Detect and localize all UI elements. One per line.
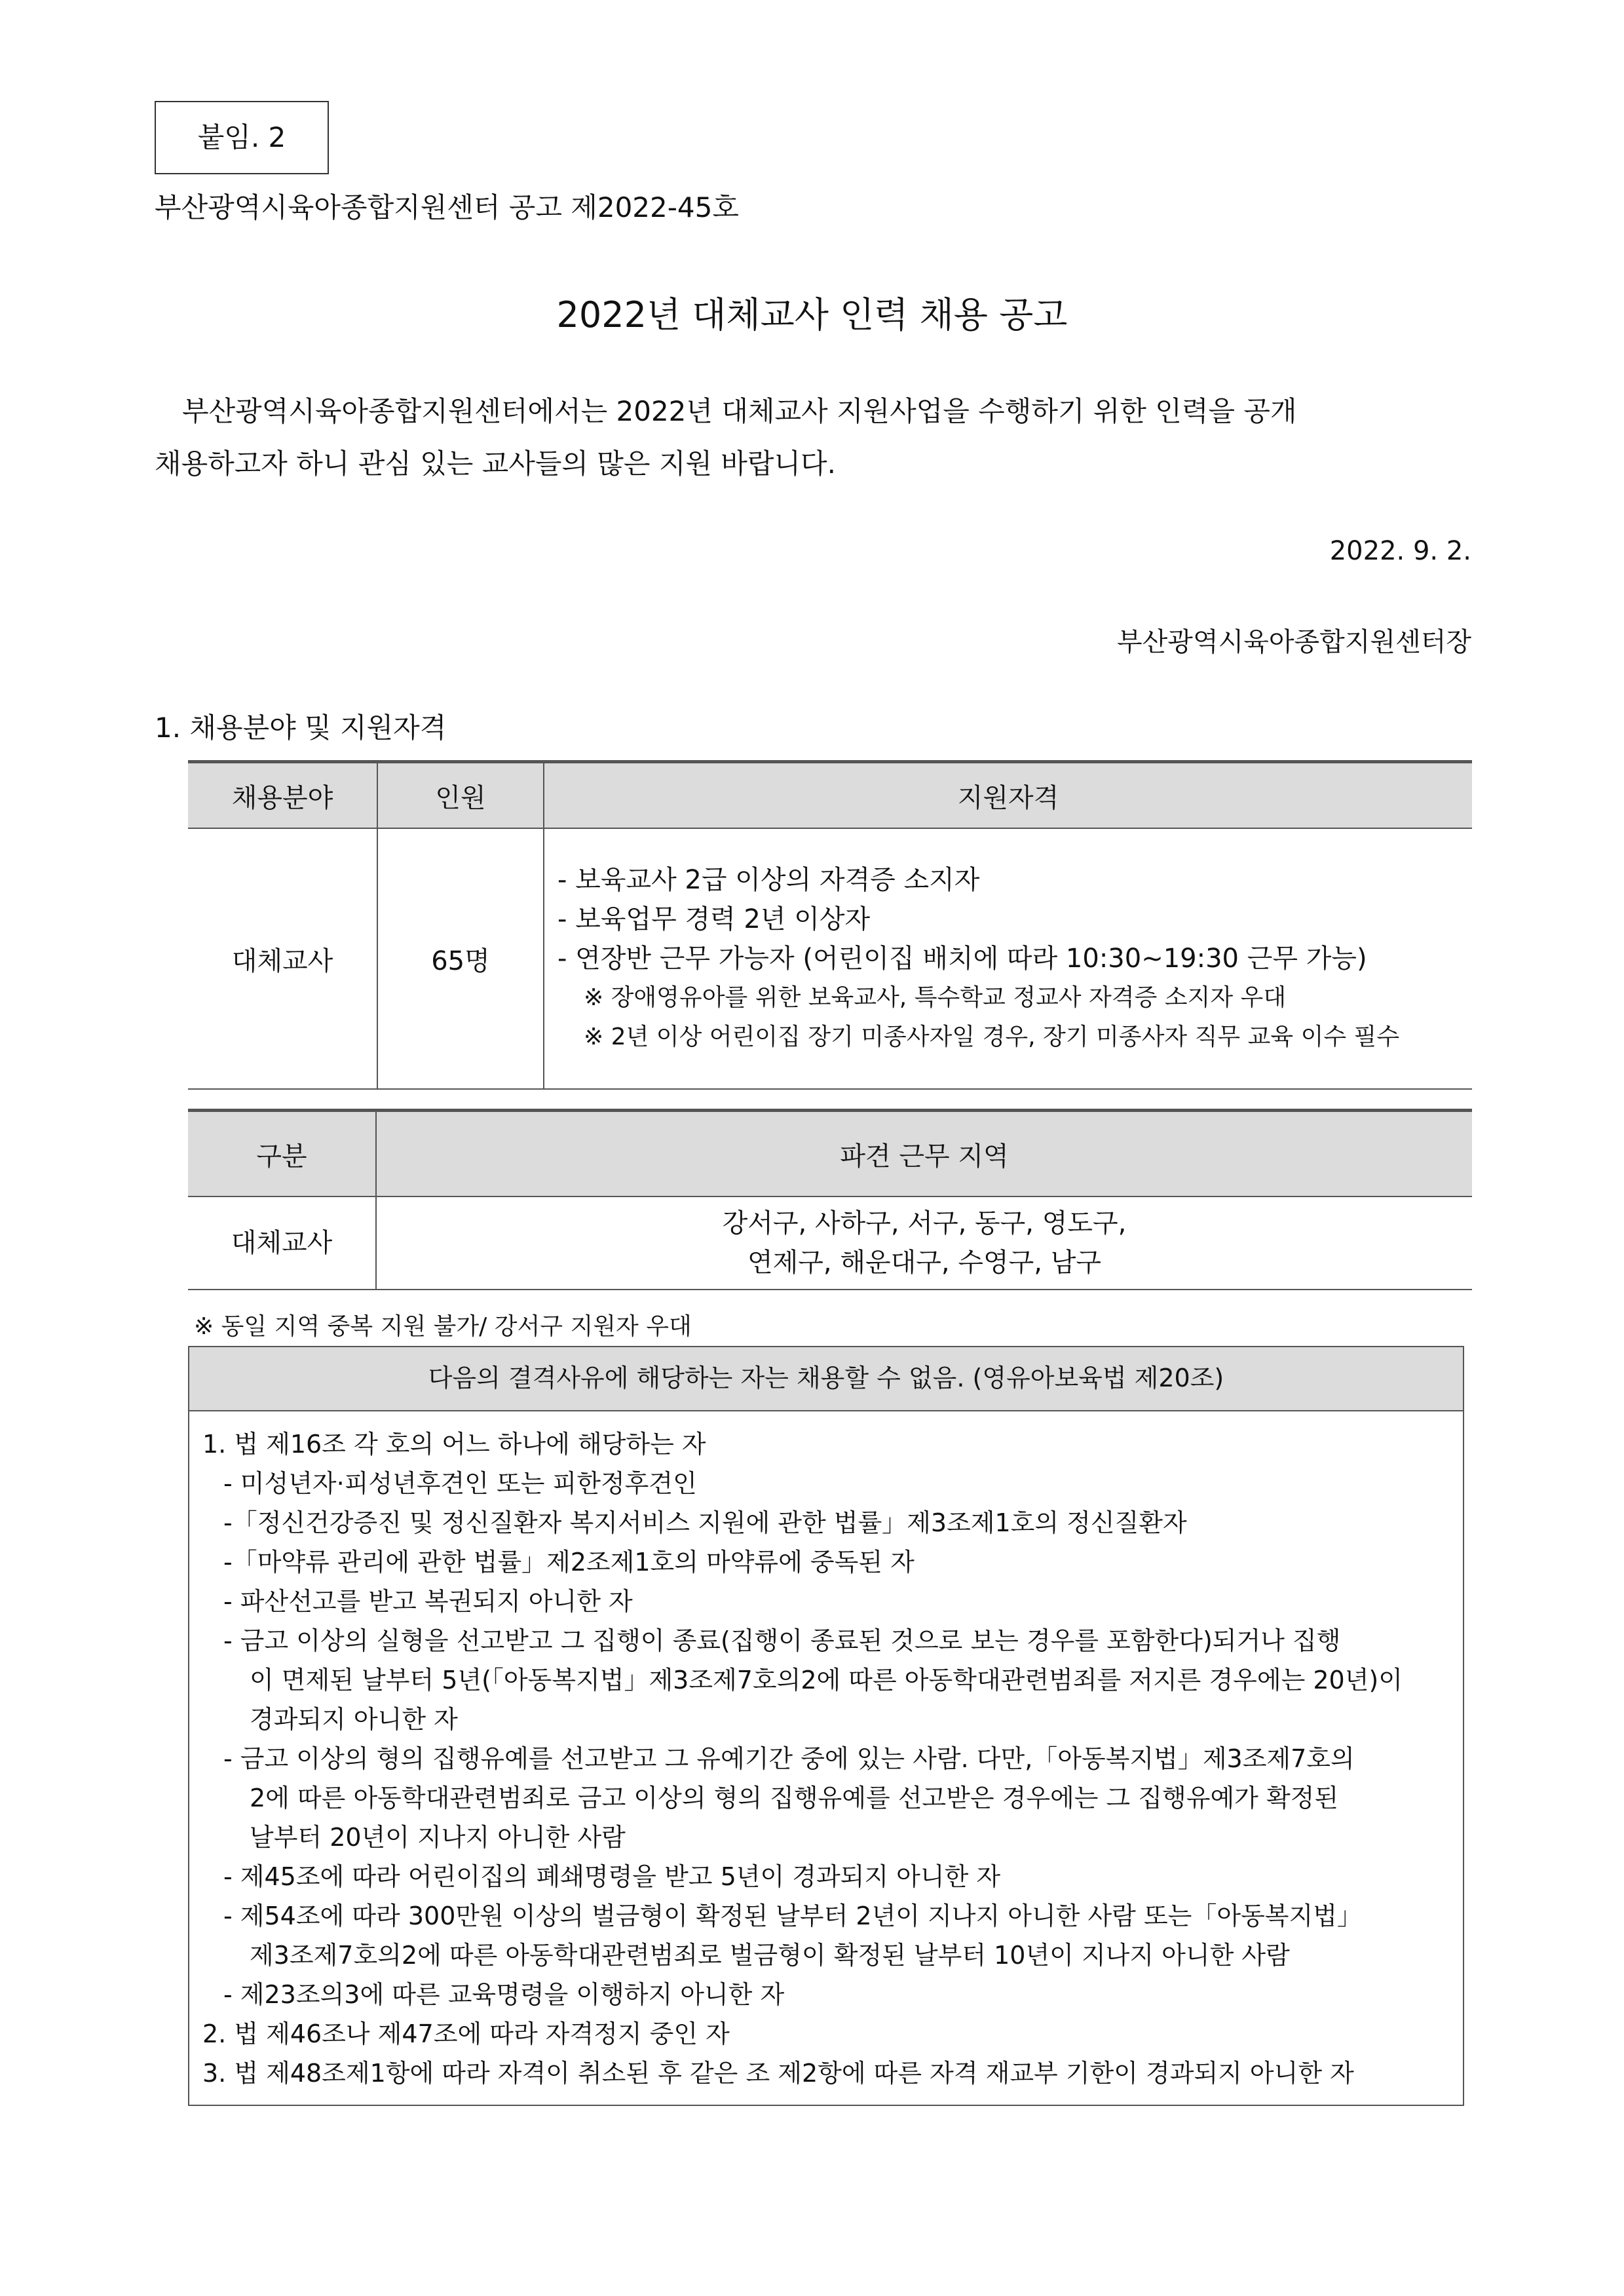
- disqualification-line: 1. 법 제16조 각 호의 어느 하나에 해당하는 자: [202, 1430, 706, 1459]
- disqualification-line: - 금고 이상의 형의 집행유예를 선고받고 그 유예기간 중에 있는 사람. 다만,「아동복지법」제3조제7호의: [223, 1744, 1355, 1773]
- disqualification-line: 날부터 20년이 지나지 아니한 사람: [250, 1823, 626, 1852]
- disqualification-line: - 제54조에 따라 300만원 이상의 벌금형이 확정된 날부터 2년이 지나지 아니한 사람 또는「아동복지법」: [223, 1902, 1362, 1930]
- column-header: 구분: [188, 1111, 376, 1197]
- disqualification-line: 2에 따른 아동학대관련범죄로 금고 이상의 형의 집행유예를 선고받은 경우에는 그 집행유예가 확정된: [250, 1784, 1339, 1812]
- qualification-note: ※ 장애영유아를 위한 보육교사, 특수학교 정교사 자격증 소지자 우대: [584, 984, 1287, 1011]
- notice-date: 2022. 9. 2.: [1329, 536, 1471, 566]
- field-cell: 대체교사: [188, 828, 377, 1089]
- qualification-item: - 보육교사 2급 이상의 자격증 소지자: [557, 865, 980, 895]
- column-header: 지원자격: [544, 762, 1472, 829]
- count-cell: 65명: [377, 828, 544, 1089]
- attachment-label: 붙임. 2: [155, 101, 329, 174]
- disqualification-line: 이 면제된 날부터 5년(「아동복지법」제3조제7호의2에 따른 아동학대관련범죄를 저지른 경우에는 20년)이: [250, 1666, 1403, 1694]
- disqualification-line: - 미성년자·피성년후견인 또는 피한정후견인: [223, 1469, 697, 1498]
- intro-paragraph: [155, 385, 1471, 490]
- issuer-name: 부산광역시육아종합지원센터장: [1117, 627, 1471, 657]
- qualification-item: - 연장반 근무 가능자 (어린이집 배치에 따라 10:30~19:30 근무 가능): [557, 944, 1367, 974]
- column-header: 인원: [377, 762, 544, 829]
- region-table: [188, 1109, 1472, 1290]
- notice-number: 부산광역시육아종합지원센터 공고 제2022-45호: [155, 191, 739, 223]
- section-heading: 1. 채용분야 및 지원자격: [155, 712, 447, 744]
- qualification-note: ※ 2년 이상 어린이집 장기 미종사자일 경우, 장기 미종사자 직무 교육 이수 필수: [584, 1024, 1400, 1050]
- disqualification-line: - 제23조의3에 따른 교육명령을 이행하지 아니한 자: [223, 1980, 785, 2009]
- intro-line: 채용하고자 하니 관심 있는 교사들의 많은 지원 바랍니다.: [155, 448, 836, 480]
- qualification-item: - 보육업무 경력 2년 이상자: [557, 904, 871, 934]
- table-header-row: [188, 1111, 1472, 1197]
- disqualification-line: 경과되지 아니한 자: [250, 1705, 458, 1734]
- disqualification-line: -「마약류 관리에 관한 법률」제2조제1호의 마약류에 중독된 자: [223, 1548, 915, 1577]
- disqualification-heading: 다음의 결격사유에 해당하는 자는 채용할 수 없음. (영유아보육법 제20조): [189, 1347, 1463, 1411]
- qualification-table: [188, 760, 1472, 1090]
- regions-cell: [376, 1196, 1472, 1290]
- disqualification-line: 제3조제7호의2에 따른 아동학대관련범죄로 벌금형이 확정된 날부터 10년이 지나지 아니한 사람: [250, 1941, 1290, 1970]
- column-header: 파견 근무 지역: [376, 1111, 1472, 1197]
- table-row: [188, 828, 1472, 1089]
- table-row: [188, 1196, 1472, 1290]
- regions-line: 연제구, 해운대구, 수영구, 남구: [747, 1248, 1101, 1278]
- intro-line: 부산광역시육아종합지원센터에서는 2022년 대체교사 지원사업을 수행하기 위한 인력을 공개: [182, 395, 1297, 427]
- disqualification-line: -「정신건강증진 및 정신질환자 복지서비스 지원에 관한 법률」제3조제1호의 정신질환자: [223, 1508, 1187, 1537]
- disqualification-line: 2. 법 제46조나 제47조에 따라 자격정지 중인 자: [202, 2019, 730, 2048]
- duplicate-application-note: ※ 동일 지역 중복 지원 불가/ 강서구 지원자 우대: [194, 1313, 692, 1340]
- regions-line: 강서구, 사하구, 서구, 동구, 영도구,: [722, 1208, 1127, 1238]
- table-header-row: [188, 762, 1472, 829]
- column-header: 채용분야: [188, 762, 377, 829]
- category-cell: 대체교사: [188, 1196, 376, 1290]
- disqualification-line: 3. 법 제48조제1항에 따라 자격이 취소된 후 같은 조 제2항에 따른 자격 재교부 기한이 경과되지 아니한 자: [202, 2059, 1354, 2088]
- page-title: 2022년 대체교사 인력 채용 공고: [556, 294, 1068, 335]
- disqualification-list: [189, 1411, 1463, 2093]
- disqualification-box: [188, 1346, 1464, 2106]
- disqualification-line: - 제45조에 따라 어린이집의 폐쇄명령을 받고 5년이 경과되지 아니한 자: [223, 1862, 1001, 1891]
- disqualification-line: - 파산선고를 받고 복권되지 아니한 자: [223, 1587, 633, 1616]
- qualification-cell: [544, 828, 1472, 1089]
- disqualification-line: - 금고 이상의 실형을 선고받고 그 집행이 종료(집행이 종료된 것으로 보는 경우를 포함한다)되거나 집행: [223, 1626, 1341, 1655]
